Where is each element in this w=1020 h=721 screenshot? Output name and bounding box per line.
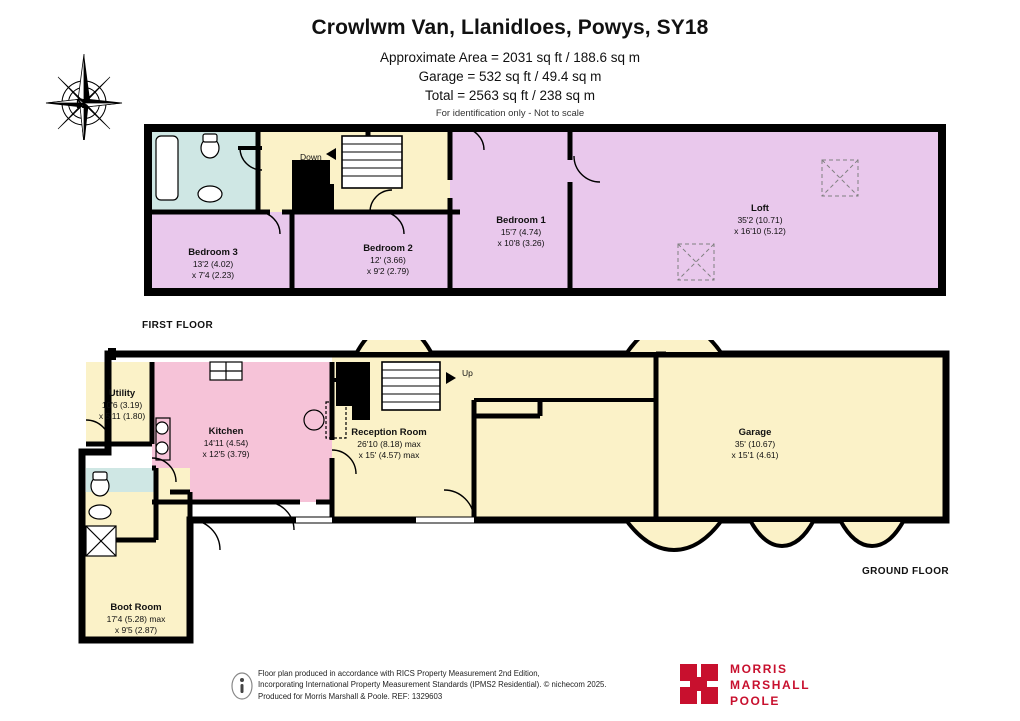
room-label-kitchen: Kitchen 14'11 (4.54) x 12'5 (3.79) bbox=[202, 426, 250, 460]
footer-line-3: Produced for Morris Marshall & Poole. REF: 1329603 bbox=[258, 691, 443, 701]
room-label-bedroom-1: Bedroom 1 15'7 (4.74) x 10'8 (3.26) bbox=[496, 215, 546, 249]
room-label-bedroom-3: Bedroom 3 13'2 (4.02) x 7'4 (2.23) bbox=[188, 247, 238, 281]
room-label-garage: Garage 35' (10.67) x 15'1 (4.61) bbox=[731, 427, 779, 461]
room-label-loft: Loft 35'2 (10.71) x 16'10 (5.12) bbox=[734, 203, 786, 237]
brand-logo bbox=[680, 662, 880, 708]
compass-north-label: N bbox=[76, 96, 86, 111]
brand-name bbox=[730, 662, 810, 709]
brand-line-2: MARSHALL bbox=[730, 677, 811, 692]
ground-floor-label: GROUND FLOOR bbox=[862, 566, 950, 577]
ground-floor-plan bbox=[70, 340, 960, 660]
room-label-bedroom-2: Bedroom 2 12' (3.66) x 9'2 (2.79) bbox=[363, 243, 413, 277]
info-icon bbox=[231, 672, 253, 700]
area-garage-line: Garage = 532 sq ft / 49.4 sq m bbox=[418, 69, 602, 84]
page-title: Crowlwm Van, Llanidloes, Powys, SY18 bbox=[311, 16, 709, 39]
room-label-reception-room: Reception Room 26'10 (8.18) max x 15' (4.57) max bbox=[351, 427, 427, 461]
brand-line-3: POOLE bbox=[730, 693, 781, 708]
area-approx-line: Approximate Area = 2031 sq ft / 188.6 sq m bbox=[379, 50, 641, 65]
stairs-up-label: Up bbox=[462, 368, 473, 378]
brand-line-1: MORRIS bbox=[730, 662, 788, 676]
identification-note: For identification only - Not to scale bbox=[435, 108, 585, 119]
area-total-line: Total = 2563 sq ft / 238 sq m bbox=[425, 88, 595, 103]
room-label-boot-room: Boot Room 17'4 (5.28) max x 9'5 (2.87) bbox=[106, 602, 166, 636]
bedroom1-fill bbox=[450, 128, 570, 292]
brand-mark-icon bbox=[680, 664, 720, 704]
compass-rose bbox=[38, 48, 130, 140]
room-label-utility: Utility 10'6 (3.19) x 5'11 (1.80) bbox=[98, 388, 146, 422]
footer-line-2: Incorporating International Property Measurement Standards (IPMS2 Residential). © nichecom 2025. bbox=[258, 680, 607, 690]
footer-line-1: Floor plan produced in accordance with RICS Property Measurement 2nd Edition, bbox=[258, 669, 540, 678]
footer-disclaimer bbox=[258, 668, 607, 702]
stairs-down-label: Down bbox=[300, 152, 322, 162]
first-floor-label: FIRST FLOOR bbox=[142, 320, 214, 331]
